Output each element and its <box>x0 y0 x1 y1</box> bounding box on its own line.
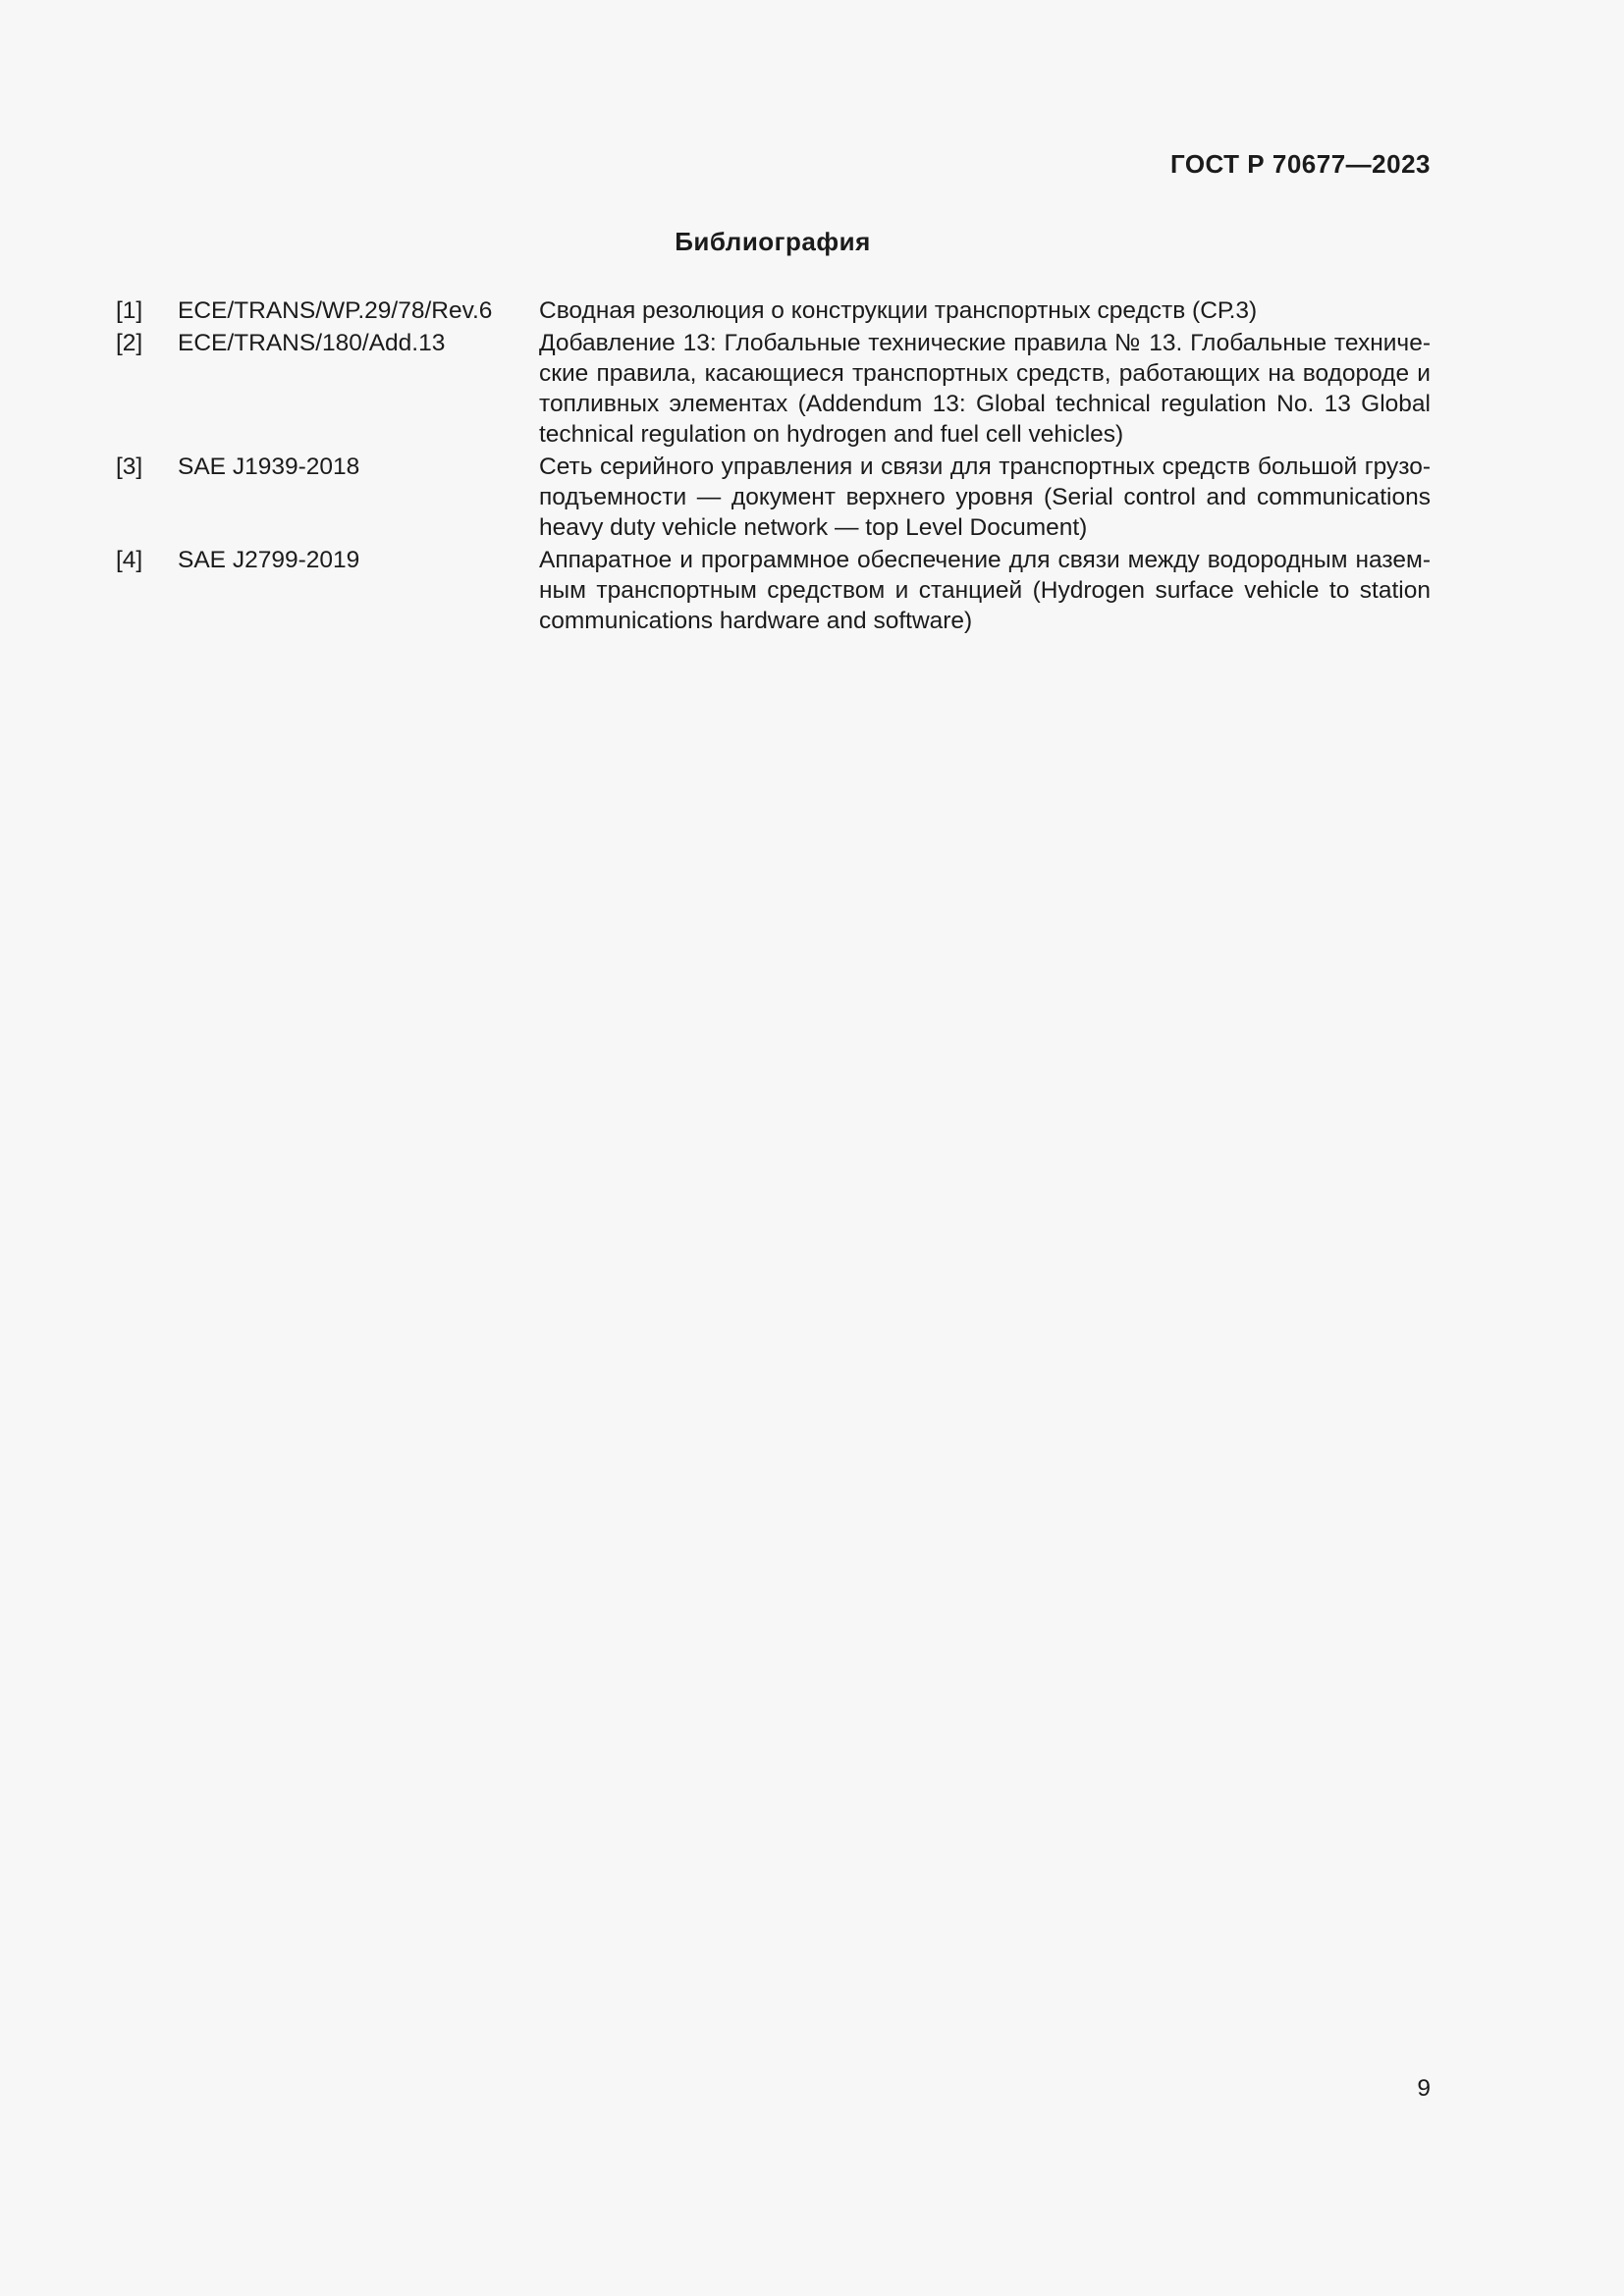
entry-title: Сводная резолюция о конструкции транспортных средств (СР.3) <box>539 297 1258 324</box>
document-id-header: ГОСТ Р 70677—2023 <box>1169 149 1431 179</box>
bibliography-entry <box>116 295 1431 326</box>
bibliography-list <box>116 295 1431 638</box>
entry-number: [3] <box>116 454 143 480</box>
bibliography-entry <box>116 452 1431 543</box>
bibliography-entry <box>116 328 1431 450</box>
entry-number: [2] <box>116 330 143 356</box>
entry-document-code: SAE J1939-2018 <box>178 454 360 480</box>
entry-document-code: ECE/TRANS/180/Add.13 <box>178 330 446 356</box>
entry-document-code: SAE J2799-2019 <box>178 547 360 573</box>
entry-title: Добавление 13: Глобальные технические правила № 13. Глобальные технические правила, касающиеся транспортных средств, работающих на водороде и топливных элементах (Addendum 13: Global technical regulation No. 13 Global technical regulation on hydrogen and fuel cell vehicles) <box>539 330 1431 448</box>
entry-number: [4] <box>116 547 143 573</box>
entry-document-code: ECE/TRANS/WP.29/78/Rev.6 <box>178 297 493 324</box>
page-number: 9 <box>1417 2075 1431 2102</box>
entry-title: Аппаратное и программное обеспечение для связи между водородным наземным транспортным средством и станцией (Hydrogen surface vehicle to station communications hardware and software) <box>539 547 1431 634</box>
entry-number: [1] <box>116 297 143 324</box>
section-title: Библиография <box>675 227 871 256</box>
entry-title: Сеть серийного управления и связи для транспортных средств большой грузоподъемности — документ верхнего уровня (Serial control and communications heavy duty vehicle network — top Level Document) <box>539 454 1431 541</box>
bibliography-entry <box>116 545 1431 636</box>
